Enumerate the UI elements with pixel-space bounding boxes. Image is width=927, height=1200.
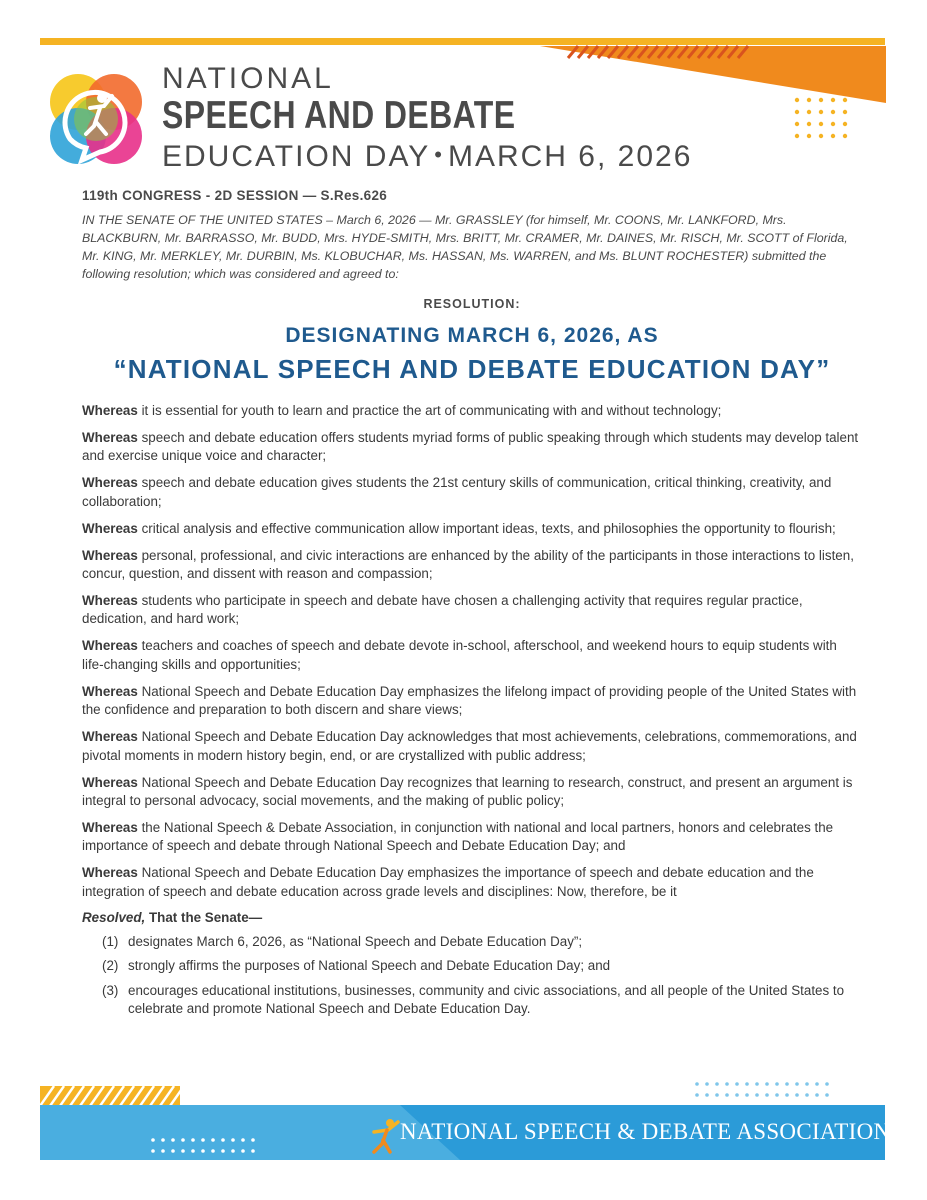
whereas-keyword: Whereas [82, 774, 138, 790]
whereas-text: National Speech and Debate Education Day recognizes that learning to research, construct, and present an argument is integral to personal advocacy, social movements, and the making of public policy; [82, 774, 853, 809]
whereas-text: critical analysis and effective communication allow important ideas, texts, and philosophies the opportunity to flourish; [141, 520, 836, 536]
title-speech-and-debate: SPEECH AND DEBATE [162, 94, 516, 137]
blue-dot-row [693, 1081, 833, 1101]
whereas-text: speech and debate education offers students myriad forms of public speaking through which students may develop talent and exercise unique voice and character; [82, 429, 859, 464]
resolved-item-number: (3) [102, 982, 119, 998]
resolved-line [82, 910, 862, 925]
resolution-headline-line1: DESIGNATING MARCH 6, 2026, AS [285, 324, 659, 347]
footer-organization-name: NATIONAL SPEECH & DEBATE ASSOCIATION [400, 1119, 891, 1144]
whereas-keyword: Whereas [82, 520, 138, 536]
whereas-clause [82, 637, 862, 674]
whereas-keyword: Whereas [82, 865, 138, 881]
resolution-headline-line2: “NATIONAL SPEECH AND DEBATE EDUCATION DAY” [113, 354, 831, 384]
whereas-text: speech and debate education gives students the 21st century skills of communication, critical thinking, creativity, and collaboration; [82, 475, 832, 509]
whereas-text: teachers and coaches of speech and debate devote in-school, afterschool, and weekend hours to equip students with life-changing skills and opportunities; [82, 638, 837, 672]
whereas-keyword: Whereas [82, 729, 138, 745]
resolved-item-number: (2) [102, 958, 119, 974]
resolution-document [82, 188, 862, 1025]
resolved-keyword: Resolved, [82, 909, 146, 925]
resolved-item-text: encourages educational institutions, businesses, community and civic associations, and all people of the United States to celebrate and promote National Speech and Debate Education Day. [128, 982, 845, 1017]
nsda-figure-logo-icon [370, 1118, 402, 1154]
resolved-item-text: designates March 6, 2026, as “National Speech and Debate Education Day”; [128, 933, 583, 949]
whereas-clause [82, 547, 862, 584]
resolved-item-list [82, 933, 862, 1019]
title-education-day-date [162, 140, 692, 174]
whereas-clause [82, 520, 862, 539]
whereas-keyword: Whereas [82, 683, 138, 699]
white-dot-row [150, 1137, 290, 1155]
whereas-clause [82, 592, 862, 629]
whereas-keyword: Whereas [82, 592, 138, 608]
whereas-keyword: Whereas [82, 638, 138, 654]
resolved-item [82, 933, 862, 952]
whereas-clause [82, 728, 862, 765]
title-date: MARCH 6, 2026 [447, 140, 693, 173]
whereas-clause-list [82, 402, 862, 901]
whereas-text: students who participate in speech and debate have chosen a challenging activity that requires regular practice, dedication, and hard work; [82, 592, 803, 627]
whereas-text: National Speech and Debate Education Day acknowledges that most achievements, celebrations, commemorations, and pivotal moments in modern history begin, end, or are crystallized with public address; [82, 729, 857, 763]
resolved-text: That the Senate— [149, 909, 263, 925]
resolved-item-text: strongly affirms the purposes of National Speech and Debate Education Day; and [128, 958, 611, 974]
whereas-clause [82, 819, 862, 856]
whereas-keyword: Whereas [82, 819, 138, 835]
whereas-clause [82, 474, 862, 511]
resolution-label: RESOLUTION: [423, 297, 521, 311]
resolved-item [82, 957, 862, 976]
speech-debate-day-logo-icon [40, 64, 152, 174]
whereas-clause [82, 429, 862, 466]
whereas-clause [82, 774, 862, 811]
whereas-text: National Speech and Debate Education Day emphasizes the lifelong impact of providing people of the United States with the confidence and preparation to both discern and share views; [82, 683, 857, 718]
senate-intro-paragraph: IN THE SENATE OF THE UNITED STATES – March 6, 2026 — Mr. GRASSLEY (for himself, Mr. COONS, Mr. LANKFORD, Mrs. BLACKBURN, Mr. BARRASSO, Mr. BUDD, Mrs. HYDE-SMITH, Mrs. BRITT, Mr. CRAMER, Mr. DAINES, Mr. RISCH, Mr. SCOTT of Florida, Mr. KING, Mr. MERKLEY, Mr. DURBIN, Ms. KLOBUCHAR, Ms. HASSAN, Ms. WARREN, and Ms. BLUNT ROCHESTER) submitted the following resolution; which was considered and agreed to: [82, 213, 848, 281]
whereas-keyword: Whereas [82, 547, 138, 563]
gold-stripe-decoration [40, 1086, 180, 1106]
title-bullet: • [434, 142, 444, 167]
gold-dot-grid [792, 95, 862, 155]
whereas-text: it is essential for youth to learn and practice the art of communicating with and without technology; [141, 403, 722, 418]
whereas-keyword: Whereas [82, 429, 138, 445]
title-education-day: EDUCATION DAY [162, 140, 431, 173]
whereas-clause [82, 864, 862, 901]
whereas-text: personal, professional, and civic interactions are enhanced by the ability of the participants in those interactions to listen, concur, question, and dissent with reason and compassion; [82, 547, 854, 582]
whereas-text: National Speech and Debate Education Day emphasizes the importance of speech and debate education and the integration of speech and debate education across grade levels and disciplines: Now, therefore, be it [82, 865, 814, 899]
whereas-keyword: Whereas [82, 475, 138, 491]
whereas-clause [82, 683, 862, 720]
resolved-item-number: (1) [102, 933, 119, 949]
resolved-item [82, 982, 862, 1019]
congress-session-line: 119th CONGRESS - 2D SESSION — S.Res.626 [82, 188, 388, 203]
whereas-text: the National Speech & Debate Association, in conjunction with national and local partners, honors and celebrates the importance of speech and debate through National Speech and Debate Education Day; and [82, 819, 834, 854]
whereas-clause [82, 402, 862, 421]
whereas-keyword: Whereas [82, 403, 138, 418]
title-national: NATIONAL [162, 62, 334, 95]
